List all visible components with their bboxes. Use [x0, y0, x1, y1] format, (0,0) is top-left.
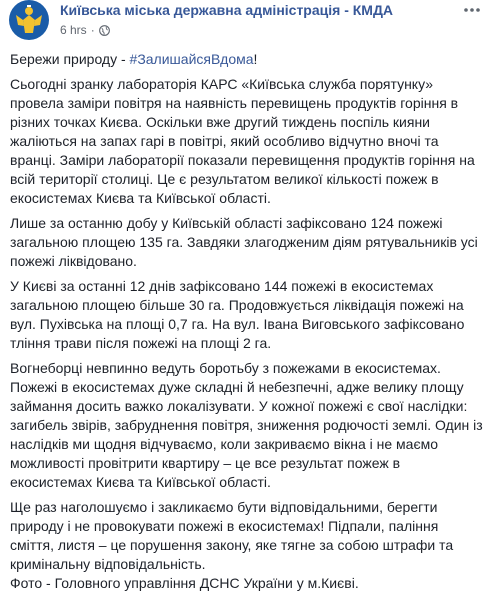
post-paragraph: Сьогодні зранку лабораторія КАРС «Київська служба порятунку» провела заміри повітря на наявність перевищень продуктів горіння в різних точках Києва. Оскільки вже другий тиждень поспіль кияни жаліються на запах гарі в повітрі, який особливо відчутно вночі та вранці. Заміри лабораторії показали перевищення продуктів горіння на всій території столиці. Це є результатом великої кількості пожеж в екосистемах Києва та Київської області. [10, 76, 475, 206]
post-paragraph: Ще раз наголошуємо і закликаємо бути відповідальними, берегти природу і не провокувати пожежі в екосистемах! Підпали, паління сміття, листя – це порушення закону, яке тягне за собою штрафи та кримінальну відповідальність. [10, 499, 454, 572]
post-paragraph: У Києві за останні 12 днів зафіксовано 144 пожежі в екосистемах загальною площею більше 30 га. Продовжується ліквідація пожежі на вул. Пухівська на площі 0,7 га. На вул. Івана Виговського зафіксовано тління трави після пожежі на площі 2 га. [10, 278, 465, 351]
post-meta [60, 23, 110, 37]
page-avatar[interactable] [9, 0, 49, 40]
globe-icon [99, 25, 110, 36]
post-paragraph: Лише за останню добу у Київській області зафіксовано 124 пожежі загальною площею 135 га. Завдяки злагодженим діям рятувальників усі пожежі ліквідовано. [10, 215, 478, 269]
more-options-icon[interactable] [462, 2, 482, 18]
post-body [9, 50, 484, 593]
post-header [9, 0, 484, 50]
intro-prefix: Бережи природу - [10, 51, 130, 67]
kyiv-emblem-icon [9, 0, 49, 40]
intro-suffix: ! [253, 51, 258, 67]
hashtag-link[interactable]: #ЗалишайсяВдома [129, 51, 254, 67]
meta-separator: · [90, 23, 95, 37]
post-paragraph: Вогнеборці невпинно ведуть боротьбу з пожежами в екосистемах. Пожежі в екосистемах дуже складні й небезпечні, адже велику площу займання досить важко локалізувати. У кожної пожежі є свої наслідки: загибель звірів, забруднення повітря, зниження родючості землі. Один із наслідків ми щодня відчуваємо, коли закриваємо вікна і не маємо можливості провітрити квартиру – це все результат пожеж в екосистемах Києва та Київської області. [10, 360, 483, 490]
page-name-link[interactable]: Київська міська державна адміністрація - КМДА [60, 2, 394, 18]
post-intro [10, 50, 484, 69]
photo-credit: Фото - Головного управління ДСНС України у м.Києві. [10, 575, 359, 591]
post-timestamp[interactable]: 6 hrs [60, 23, 87, 37]
